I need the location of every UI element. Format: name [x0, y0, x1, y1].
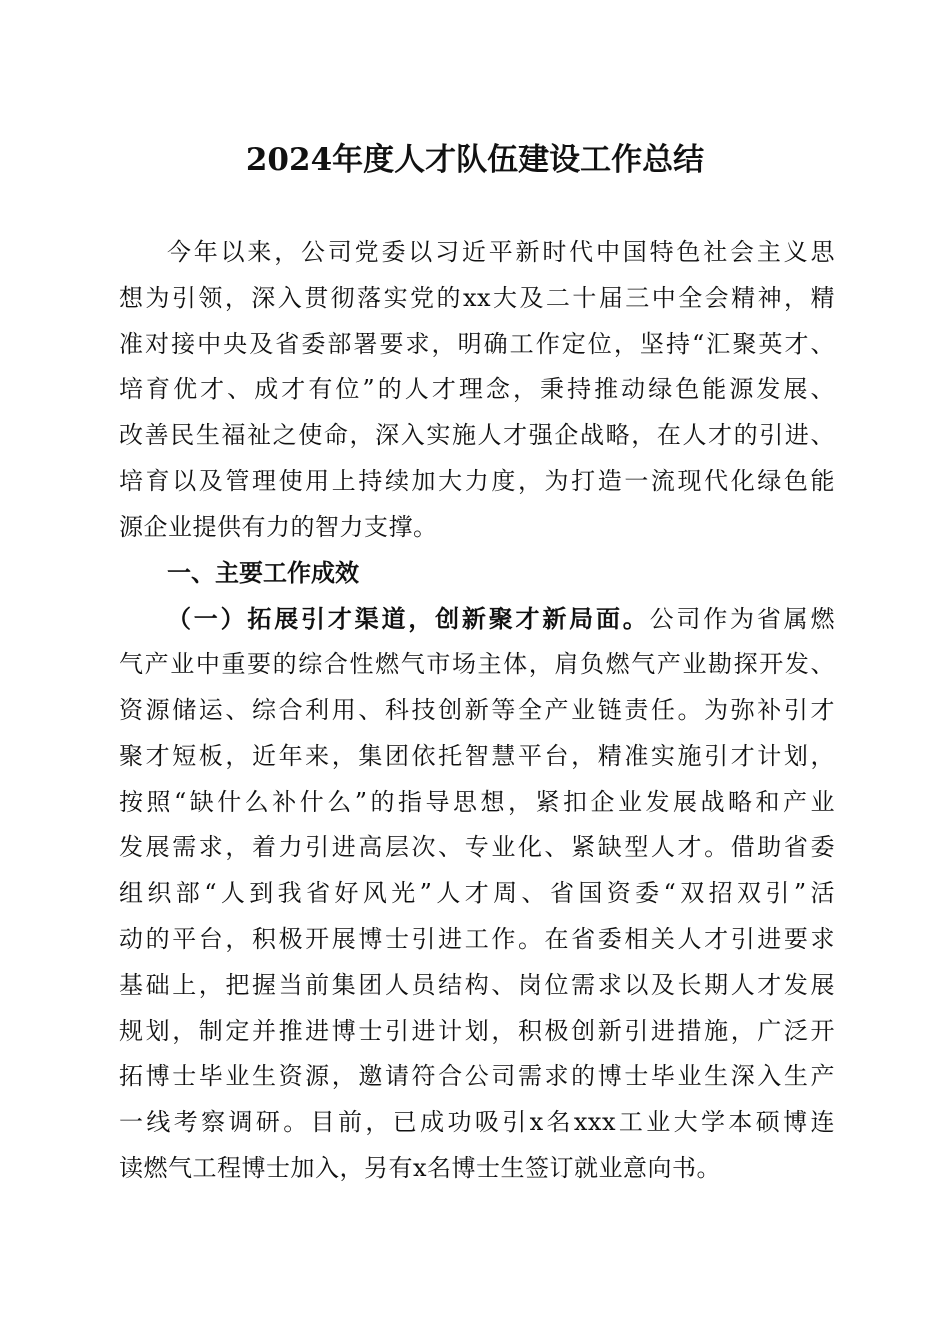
intro-line: 源企业提供有力的智力支撑。 [119, 512, 438, 541]
intro-line: 想为引领，深入贯彻落实党的xx大及二十届三中全会精神，精 [119, 283, 835, 312]
intro-line: 培育优才、成才有位”的人才理念，秉持推动绿色能源发展、 [119, 375, 835, 404]
paragraph-line: 基础上，把握当前集团人员结构、岗位需求以及长期人才发展 [119, 970, 835, 999]
intro-line: 今年以来，公司党委以习近平新时代中国特色社会主义思 [167, 238, 835, 266]
subsection-heading: （一）拓展引才渠道，创新聚才新局面。 [167, 604, 650, 634]
paragraph-line: 一线考察调研。目前，已成功吸引x名xxx工业大学本硕博连 [119, 1108, 835, 1137]
paragraph-line: 聚才短板，近年来，集团依托智慧平台，精准实施引才计划， [119, 741, 835, 770]
intro-line: 改善民生福祉之使命，深入实施人才强企战略，在人才的引进、 [119, 421, 835, 450]
paragraph-line: 读燃气工程博士加入，另有x名博士生签订就业意向书。 [119, 1153, 722, 1182]
paragraph-line: 发展需求，着力引进高层次、专业化、紧缺型人才。借助省委 [119, 833, 835, 862]
subsection-first-line [119, 596, 835, 642]
paragraph-line: 动的平台，积极开展博士引进工作。在省委相关人才引进要求 [119, 924, 835, 953]
document-body [119, 230, 835, 1192]
section-heading: 一、主要工作成效 [167, 558, 359, 587]
paragraph-line: 资源储运、综合利用、科技创新等全产业链责任。为弥补引才 [119, 695, 835, 724]
paragraph-line: 按照“缺什么补什么”的指导思想，紧扣企业发展战略和产业 [119, 787, 835, 816]
intro-line: 培育以及管理使用上持续加大力度，为打造一流现代化绿色能 [119, 466, 835, 495]
paragraph-line: 组织部“人到我省好风光”人才周、省国资委“双招双引”活 [119, 879, 835, 908]
intro-line: 准对接中央及省委部署要求，明确工作定位，坚持“汇聚英才、 [119, 329, 835, 358]
document-title: 2024年度人才队伍建设工作总结 [245, 142, 705, 178]
paragraph-line: 气产业中重要的综合性燃气市场主体，肩负燃气产业勘探开发、 [119, 650, 835, 679]
subsection-first-line-text: 公司作为省属燃 [649, 605, 835, 634]
paragraph-line: 规划，制定并推进博士引进计划，积极创新引进措施，广泛开 [119, 1016, 835, 1045]
paragraph-line: 拓博士毕业生资源，邀请符合公司需求的博士毕业生深入生产 [119, 1062, 835, 1091]
